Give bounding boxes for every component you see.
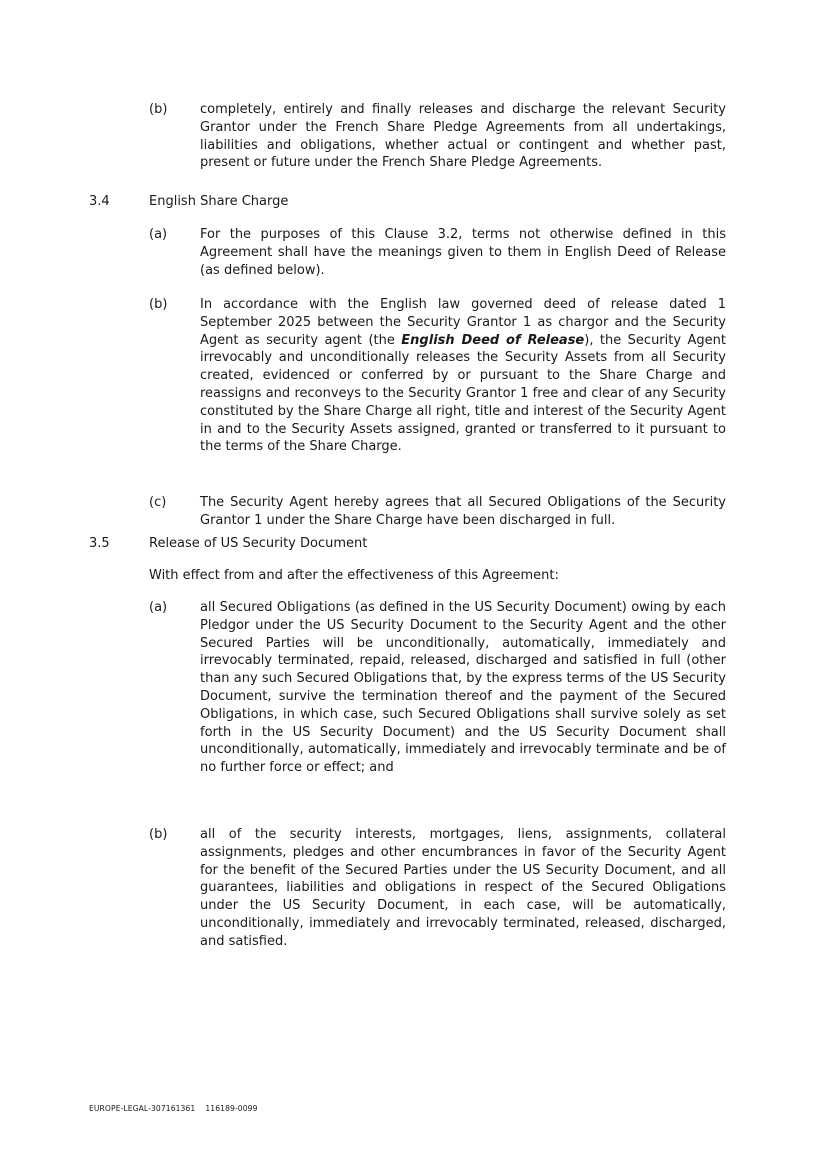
- clause-3-5-b-text: all of the security interests, mortgages, liens, assignments, collateral assignments, pledges and other encumbrances in favor of the Security Agent for the benefit of the Secured Parties under the US Security Document, and all guarantees, liabilities and obligations in respect of the Secured Obligations under the US Security Document, in each case, will be automatically, unconditionally, immediately and irrevocably terminated, released, discharged, and satisfied.: [200, 827, 726, 949]
- clause-3-4-b-number: (b): [149, 297, 168, 312]
- clause-3-4-b-text-before: In accordance with the English law governed deed of release dated 1 September 2025 between the Security Grantor 1 as chargor and the Security Agent as security agent (the: [200, 297, 726, 348]
- defined-term-english-deed-of-release: English Deed of Release: [401, 332, 585, 348]
- footer-matter-ref: 116189-0099: [205, 1104, 258, 1113]
- clause-3-3-b-text: completely, entirely and finally releases and discharge the relevant Security Grantor under the French Share Pledge Agreements from all undertakings, liabilities and obligations, whether actual or contingent and whether past, present or future under the French Share Pledge Agreements.: [200, 102, 726, 171]
- clause-3-4-b-text: [200, 296, 726, 456]
- footer-doc-ref: EUROPE-LEGAL-307161361: [89, 1104, 196, 1113]
- clause-3-5-intro: With effect from and after the effectiveness of this Agreement:: [149, 568, 559, 583]
- clause-3-4-a-number: (a): [149, 227, 168, 242]
- clause-3-5-number: 3.5: [89, 536, 110, 551]
- clause-3-5-heading: Release of US Security Document: [149, 536, 368, 551]
- clause-3-5-a-text: all Secured Obligations (as defined in the US Security Document) owing by each Pledgor under the US Security Document to the Security Agent and the other Secured Parties will be unconditionally, automatically, immediately and irrevocably terminated, repaid, released, discharged and satisfied in full (other than any such Secured Obligations that, by the express terms of the US Security Document, survive the termination thereof and the payment of the Secured Obligations, in which case, such Secured Obligations shall survive solely as set forth in the US Security Document) and the US Security Document shall unconditionally, automatically, immediately and irrevocably terminate and be of no further force or effect; and: [200, 600, 726, 776]
- clause-3-4-a-text: For the purposes of this Clause 3.2, terms not otherwise defined in this Agreement shall have the meanings given to them in English Deed of Release (as defined below).: [200, 227, 726, 278]
- clause-3-4-number: 3.4: [89, 194, 110, 209]
- clause-3-4-heading: English Share Charge: [149, 194, 289, 209]
- clause-3-4-b-text-after: ), the Security Agent irrevocably and unconditionally releases the Security Assets from all Security created, evidenced or conferred by or pursuant to the Share Charge and reassigns and reconveys to the Security Grantor 1 free and clear of any Security constituted by the Share Charge all right, title and interest of the Security Agent in and to the Security Assets assigned, granted or transferred to it pursuant to the terms of the Share Charge.: [200, 332, 726, 455]
- clause-3-5-b-number: (b): [149, 827, 168, 842]
- document-footer: [89, 1104, 258, 1113]
- clause-3-4-c-text: The Security Agent hereby agrees that all Secured Obligations of the Security Grantor 1 under the Share Charge have been discharged in full.: [200, 495, 726, 528]
- clause-3-3-b-number: (b): [149, 102, 168, 117]
- clause-3-4-c-number: (c): [149, 495, 167, 510]
- clause-3-5-a-number: (a): [149, 600, 168, 615]
